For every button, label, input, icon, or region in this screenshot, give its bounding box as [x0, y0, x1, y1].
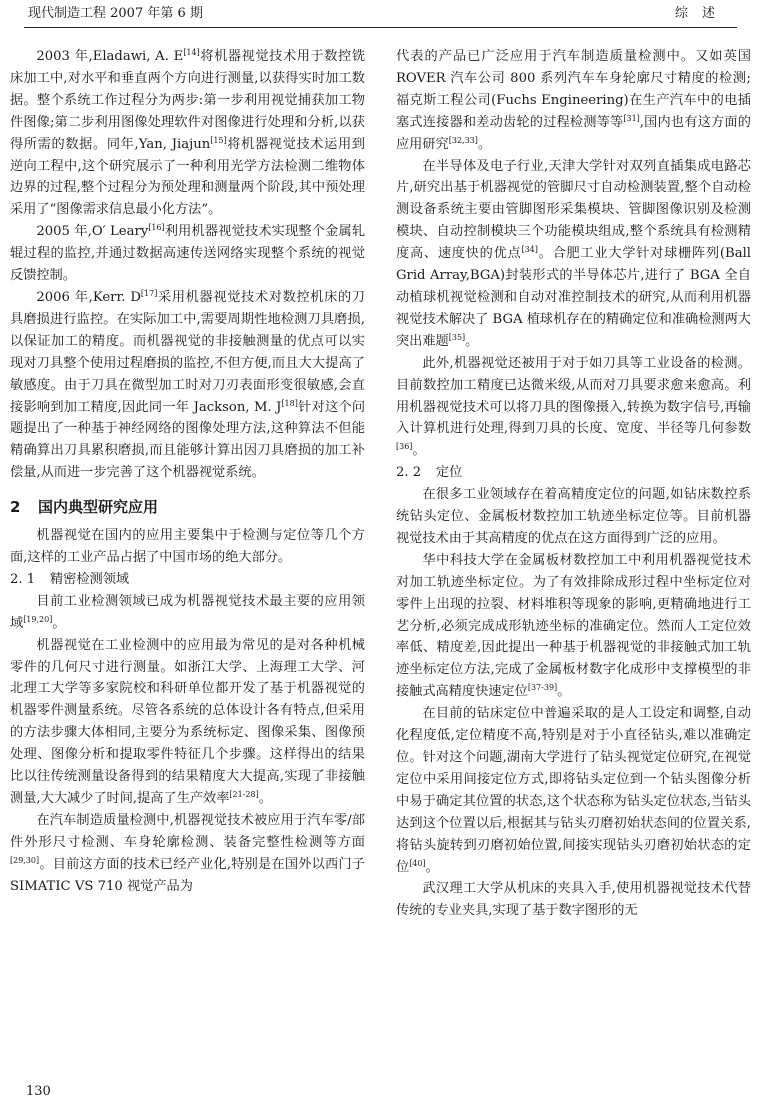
page-number: 130 [26, 1084, 51, 1099]
paragraph: 2006 年,Kerr. D[17]采用机器视觉技术对数控机床的刀具磨损进行监控。在实际加工中,需要周期性地检测刀具磨损,以保证加工的精度。而机器视觉的非接触测量的优点可以实现对刀具整个使用过程磨损的监控,不但方便,而且大大提高了敏感度。由于刀具在微型加工时对刀刃表面形变很敏感,会直接影响到加工精度,因此同一年 Jackson, M. J[18]针对这个问题提出了一种基于神经网络的图像处理方法,这种算法不但能精确算出刀具累积磨损,而且能够计算出因刀具磨损的加工补偿量,从而进一步完善了这个机器视觉系统。 [10, 288, 366, 481]
citation: [37-39] [527, 683, 558, 693]
paragraph: 代表的产品已广泛应用于汽车制造质量检测中。又如英国 ROVER 汽车公司 800 系列汽车车身轮廓尺寸精度的检测;福克斯工程公司(Fuchs Engineering)在生产汽车中的电插塞式连接器和差动齿轮的过程检测等等[31],国内也有这方面的应用研究[32,33]。 [396, 49, 751, 152]
citation: [18] [281, 398, 298, 408]
citation: [16] [148, 223, 165, 233]
paragraph: 机器视觉在国内的应用主要集中于检测与定位等几个方面,这样的工业产品占据了中国市场的绝大部分。 [10, 528, 365, 566]
paragraph: 华中科技大学在金属板材数控加工中利用机器视觉技术对加工轨迹坐标定位。为了有效排除成形过程中坐标定位对零件上出现的拉裂、材料堆积等现象的影响,更精确地进行工艺分析,必须完成成形轨迹坐标的准确定位。然而人工定位效率低、精度差,因此提出一种基于机器视觉的非接触式加工轨迹坐标定位方法,完成了金属板材数字化成形中支撑模型的非接触式高精度快速定位[37-39]。 [396, 552, 751, 700]
citation: [15] [210, 135, 227, 145]
citation: [29,30] [10, 855, 40, 865]
citation: [40] [409, 858, 426, 868]
citation: [17] [140, 288, 158, 298]
citation: [21-28] [229, 790, 259, 799]
left-column [10, 46, 365, 898]
citation: [36] [396, 442, 413, 452]
paragraph: 在目前的钻床定位中普遍采取的是人工设定和调整,自动化程度低,定位精度不高,特别是对于小直径钻头,难以准确定位。针对这个问题,湖南大学进行了钻头视觉定位研究,在视觉定位中采用间接定位方式,即将钻头定位到一个钻头图像分析中易于确定其位置的状态,这个状态称为钻头定位状态,当钻头达到这个位置以后,根据其与钻头刃磨初始状态间的位置关系,将钻头旋转到刃磨初始位置,间接实现钻头刃磨初始状态的定位[40]。 [396, 706, 751, 875]
paragraph: 在汽车制造质量检测中,机器视觉技术被应用于汽车零/部件外形尺寸检测、车身轮廓检测、装备完整性检测等方面[29,30]。目前这方面的技术已经产业化,特别是在国外以西门子 SIMATIC VS 710 视觉产品为 [10, 812, 365, 894]
subsection-heading: 2. 2 定位 [396, 465, 463, 481]
paragraph: 机器视觉在工业检测中的应用最为常见的是对各种机械零件的几何尺寸进行测量。如浙江大学、上海理工大学、河北理工大学等多家院校和科研单位都开发了基于机器视觉的机器零件测量系统。尽管各系统的总体设计各有特点,但采用的方法步骤大体相同,主要分为系统标定、图像采集、图像预处理、图像分析和提取零件特征几个步骤。这样得出的结果比以往传统测量设备得到的结果精度大大提高,实现了非接触测量,大大减少了时间,提高了生产效率[21-28]。 [10, 637, 365, 806]
paragraph: 目前工业检测领域已成为机器视觉技术最主要的应用领域[19,20]。 [10, 593, 365, 631]
section-label: 综述 [674, 6, 729, 21]
journal-name: 现代制造工程 2007 年第 6 期 [28, 6, 203, 21]
citation: [19,20] [23, 614, 53, 624]
paragraph: 在很多工业领域存在着高精度定位的问题,如钻床数控系统钻头定位、金属板材数控加工轨迹坐标定位等。目前机器视觉技术由于其高精度的优点在这方面得到广泛的应用。 [396, 487, 751, 546]
paragraph: 2005 年,O′ Leary[16]利用机器视觉技术实现整个金属轧辊过程的监控,并通过数据高速传送网络实现整个系统的视觉反馈控制。 [10, 223, 366, 284]
subsection-heading: 2. 1 精密检测领域 [10, 571, 130, 587]
right-column [396, 46, 751, 922]
paragraph: 在半导体及电子行业,天津大学针对双列直插集成电路芯片,研究出基于机器视觉的管脚尺寸自动检测装置,整个自动检测设备系统主要由管脚图形采集模块、管脚图像识别及检测模块、自动控制模块三个功能模块组成,整个系统具有检测精度高、速度快的优点[34]。合肥工业大学针对球栅阵列(Ball Grid Array,BGA)封装形式的半导体芯片,进行了 BGA 全自动植球机视觉检测和自动对准控制技术的研究,从而利用机器视觉技术解决了 BGA 植球机存在的精确定位和准确检测两大突出难题[35]。 [396, 158, 751, 349]
paragraph: 2003 年,Eladawi, A. E[14]将机器视觉技术用于数控铣床加工中,对水平和垂直两个方向进行测量,以获得实时加工数据。整个系统工作过程分为两步:第一步利用视觉捕获加工物件图像;第二步利用图像处理软件对图像进行处理和分析,以获得所需的数据。同年,Yan, Jiajun[15]将机器视觉技术运用到逆向工程中,这个研究展示了一种利用光学方法检测二维物体边界的过程,整个过程分为预处理和测量两个阶段,其中预处理采用了“图像需求信息最小化方法”。 [10, 48, 366, 218]
citation: [35] [448, 332, 466, 342]
paragraph: 武汉理工大学从机床的夹具入手,使用机器视觉技术代替传统的专业夹具,实现了基于数字图形的无 [396, 881, 751, 919]
citation: [34] [521, 245, 538, 255]
citation: [14] [183, 48, 200, 57]
citation: [31] [623, 113, 640, 123]
running-header [24, 0, 737, 28]
section-heading: 2 国内典型研究应用 [10, 498, 159, 517]
citation: [32,33] [448, 135, 478, 145]
paragraph: 此外,机器视觉还被用于对于如刀具等工业设备的检测。目前数控加工精度已达微米级,从而对刀具要求愈来愈高。利用机器视觉技术可以将刀具的图像摄入,转换为数字信号,再输入计算机进行处理,得到刀具的长度、宽度、半径等几何参数[36]。 [396, 355, 751, 459]
